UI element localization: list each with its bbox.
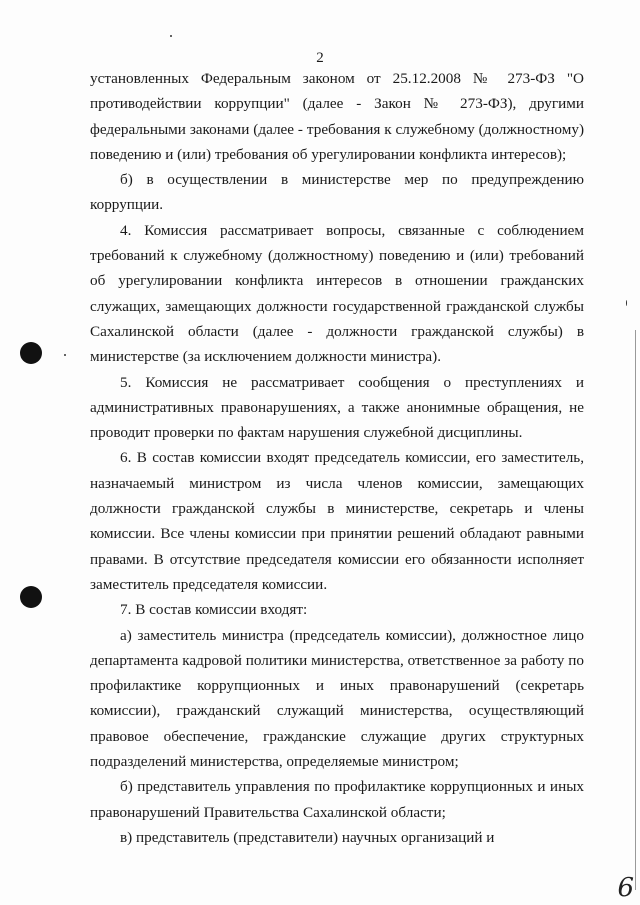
paragraph-clause-4: 4. Комиссия рассматривает вопросы, связанные с соблюдением требований к служебному (должностному) поведению и (или) требований об урегулировании конфликта интересов в отношении гражданских служащих, замещающих должности государственной гражданской службы Сахалинской области (далее - должности гражданской службы) в министерстве (за исключением должности министра). [90,221,584,366]
paragraph-clause-5: 5. Комиссия не рассматривает сообщения о преступлениях и административных правонарушениях, а также анонимные обращения, не проводит проверки по фактам нарушения служебной дисциплины. [90,373,584,442]
paragraph-clause-6: 6. В состав комиссии входят председатель комиссии, его заместитель, назначаемый министром из числа членов комиссии, замещающих должности гражданской службы в министерстве, секретарь и члены комиссии. Все члены комиссии при принятии решений обладают равными правами. В отсутствие председателя комиссии его обязанности исполняет заместитель председателя комиссии. [90,449,584,593]
document-body [90,66,584,850]
scan-speck [170,35,172,37]
paragraph-item-v: в) представитель (представители) научных организаций и [120,828,495,846]
paragraph-item-b-measures: б) в осуществлении в министерстве мер по предупреждению коррупции. [90,171,584,214]
punch-hole-bottom [20,586,42,608]
scan-speck [626,300,627,306]
paragraph-continuation: установленных Федеральным законом от 25.12.2008 № 273-ФЗ "О противодействии коррупции" (далее - Закон № 273-ФЗ), другими федеральными законами (далее - требования к служебному (должностному) поведению и (или) требования об урегулировании конфликта интересов); [90,70,584,163]
handwritten-page-mark: 6 [617,873,634,903]
scan-edge [635,330,636,890]
paragraph-clause-7: 7. В состав комиссии входят: [120,601,308,619]
page-number: 2 [316,50,324,66]
paragraph-item-b: б) представитель управления по профилактике коррупционных и иных правонарушений Правительства Сахалинской области; [90,778,584,821]
paragraph-item-a: а) заместитель министра (председатель комиссии), должностное лицо департамента кадровой политики министерства, ответственное за работу по профилактике коррупционных и иных правонарушений (секретарь комиссии), гражданский служащий министерства, осуществляющий правовое обеспечение, гражданские служащие других структурных подразделений министерства, определяемые министром; [90,626,584,771]
punch-hole-top [20,342,42,364]
scan-speck [64,354,66,356]
